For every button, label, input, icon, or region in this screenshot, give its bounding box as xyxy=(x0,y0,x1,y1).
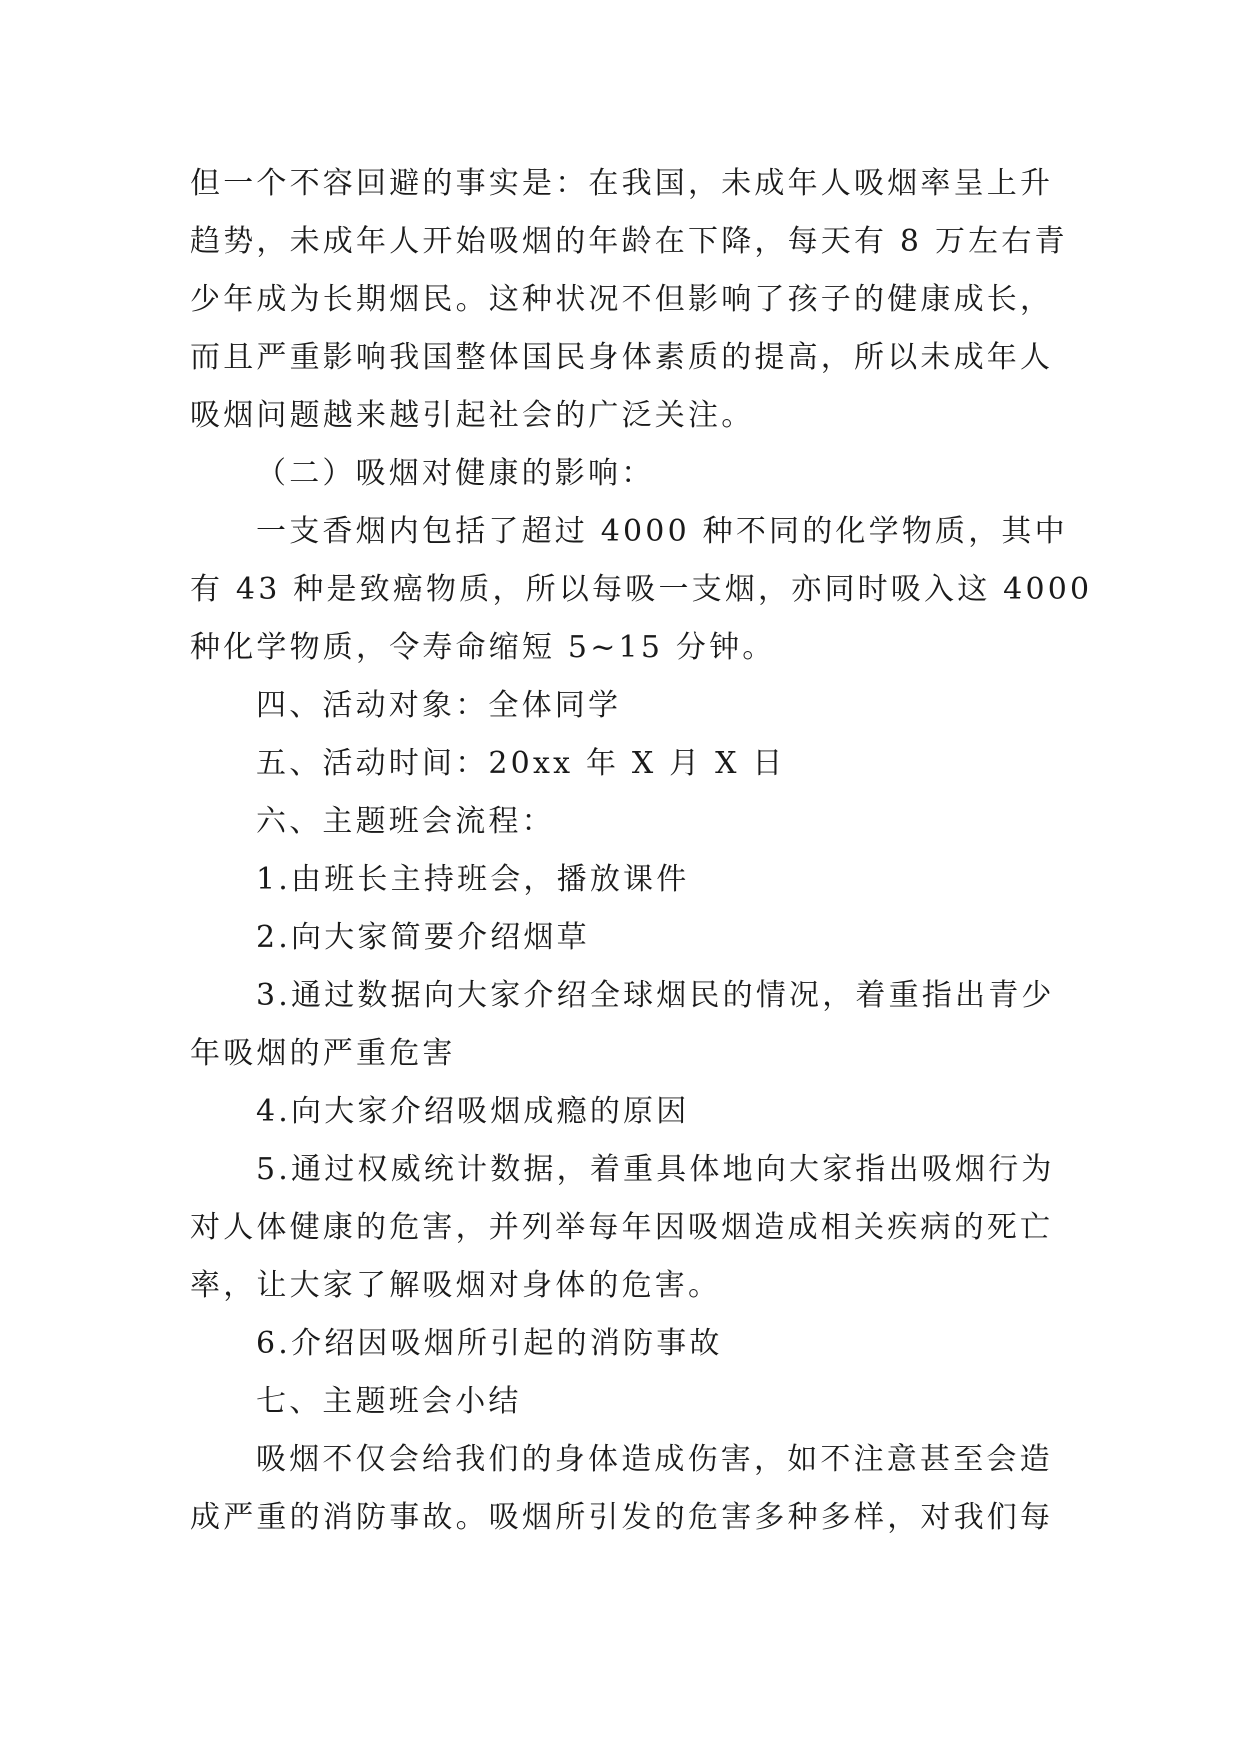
section-heading-summary xyxy=(190,1373,1066,1431)
document-body xyxy=(190,155,1093,1547)
text-line: 少年成为长期烟民。这种状况不但影响了孩子的健康成长， xyxy=(190,282,1054,317)
text-line: 5.通过权威统计数据，着重具体地向大家指出吸烟行为 xyxy=(256,1152,1055,1187)
text-line: 1.由班长主持班会，播放课件 xyxy=(256,862,690,897)
section-heading-process xyxy=(190,793,1066,851)
text-line: 趋势，未成年人开始吸烟的年龄在下降，每天有 8 万左右青 xyxy=(190,224,1068,259)
text-line: 3.通过数据向大家介绍全球烟民的情况，着重指出青少 xyxy=(256,978,1055,1013)
text-line: 五、活动时间：20xx 年 X 月 X 日 xyxy=(256,746,786,781)
paragraph-chemicals xyxy=(190,503,1093,677)
paragraph-summary-body xyxy=(190,1431,1066,1547)
list-item-step-1 xyxy=(190,851,1066,909)
text-line: 六、主题班会流程： xyxy=(256,804,555,839)
text-line: 吸烟问题越来越引起社会的广泛关注。 xyxy=(190,398,755,433)
paragraph-intro-continuation xyxy=(190,155,1066,445)
text-line: 吸烟不仅会给我们的身体造成伤害，如不注意甚至会造 xyxy=(256,1442,1053,1477)
text-line: 而且严重影响我国整体国民身体素质的提高，所以未成年人 xyxy=(190,340,1054,375)
text-line: 成严重的消防事故。吸烟所引发的危害多种多样，对我们每 xyxy=(190,1500,1054,1535)
section-heading-time xyxy=(190,735,1066,793)
text-line: 6.介绍因吸烟所引起的消防事故 xyxy=(256,1326,723,1361)
list-item-step-4 xyxy=(190,1083,1066,1141)
text-line: 对人体健康的危害，并列举每年因吸烟造成相关疾病的死亡 xyxy=(190,1210,1054,1245)
list-item-step-2 xyxy=(190,909,1066,967)
text-line: （二）吸烟对健康的影响： xyxy=(256,456,655,491)
text-line: 但一个不容回避的事实是：在我国，未成年人吸烟率呈上升 xyxy=(190,166,1054,201)
list-item-step-6 xyxy=(190,1315,1066,1373)
text-line: 有 43 种是致癌物质，所以每吸一支烟，亦同时吸入这 4000 xyxy=(190,572,1093,607)
section-heading-target xyxy=(190,677,1066,735)
text-line: 一支香烟内包括了超过 4000 种不同的化学物质，其中 xyxy=(256,514,1068,549)
section-heading-health-effects xyxy=(190,445,1066,503)
text-line: 年吸烟的严重危害 xyxy=(190,1036,456,1071)
text-line: 2.向大家简要介绍烟草 xyxy=(256,920,590,955)
list-item-step-3 xyxy=(190,967,1066,1083)
text-line: 七、主题班会小结 xyxy=(256,1384,522,1419)
text-line: 种化学物质，令寿命缩短 5~15 分钟。 xyxy=(190,630,776,665)
text-line: 四、活动对象：全体同学 xyxy=(256,688,622,723)
text-line: 率，让大家了解吸烟对身体的危害。 xyxy=(190,1268,722,1303)
text-line: 4.向大家介绍吸烟成瘾的原因 xyxy=(256,1094,690,1129)
list-item-step-5 xyxy=(190,1141,1066,1315)
